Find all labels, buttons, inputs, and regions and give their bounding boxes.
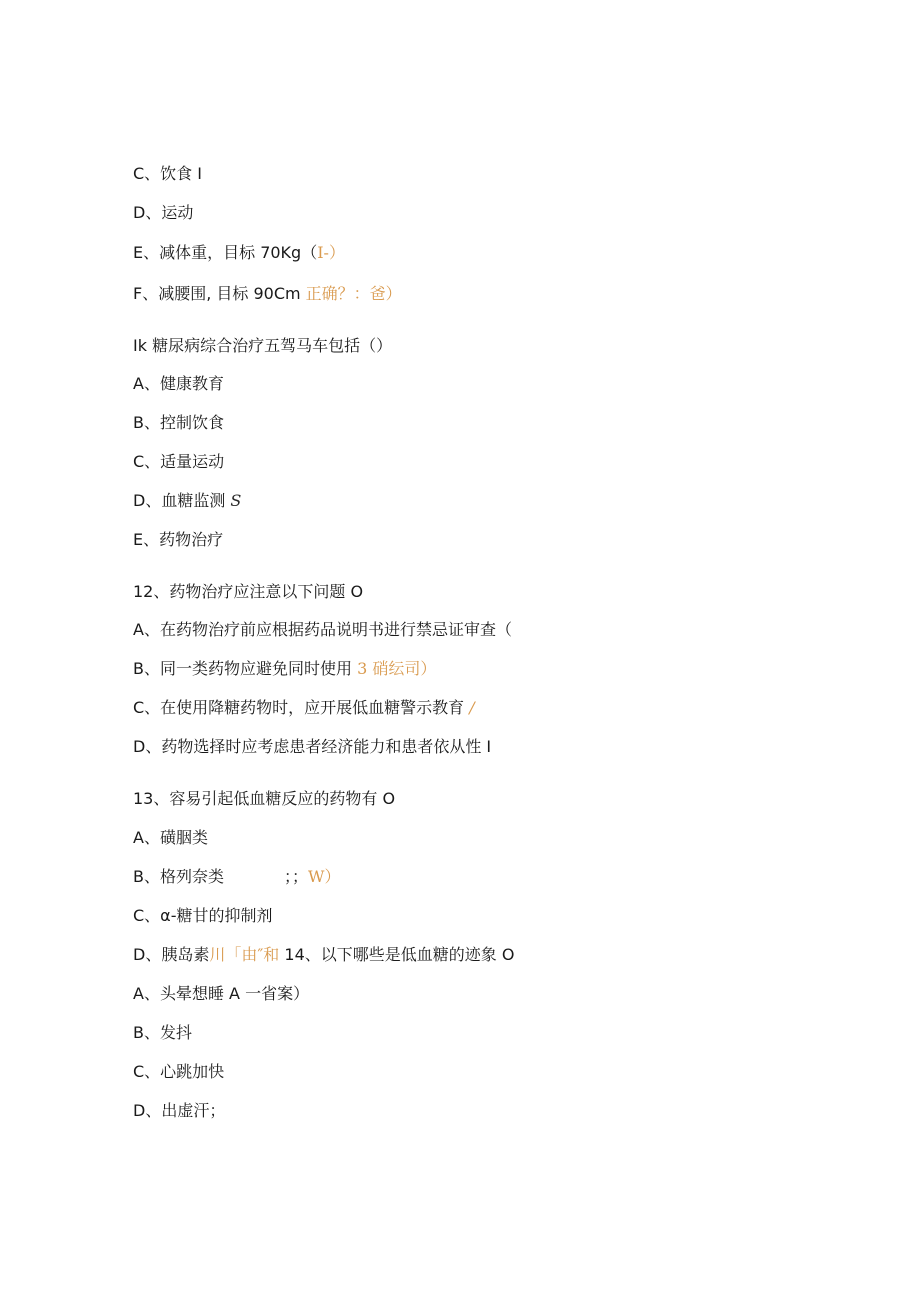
line-text: B、控制饮食	[133, 413, 224, 432]
option-line	[133, 373, 224, 395]
option-line	[133, 866, 340, 888]
line-text: C、适量运动	[133, 452, 225, 471]
question-line	[133, 335, 392, 357]
question-line	[133, 581, 363, 603]
question-text: 14、以下哪些是低血糖的迹象 O	[279, 945, 515, 964]
question-line	[133, 788, 395, 810]
annotation-mark: /	[469, 698, 475, 717]
line-text: E、减体重，目标 70Kg（	[133, 243, 318, 262]
option-line	[133, 202, 193, 224]
line-text-mid: ；；	[283, 867, 308, 886]
option-line	[133, 242, 345, 264]
annotation-mark: I-）	[317, 243, 345, 262]
line-text: A、磺胭类	[133, 828, 208, 847]
line-text: C、心跳加快	[133, 1062, 225, 1081]
option-line	[133, 163, 202, 185]
annotation-mark: W）	[308, 867, 341, 886]
option-line	[133, 983, 309, 1005]
line-text: B、同一类药物应避免同时使用	[133, 659, 358, 678]
option-line	[133, 490, 241, 512]
line-text: A、健康教育	[133, 374, 224, 393]
line-text: C、饮食 I	[133, 164, 202, 183]
line-text: B、发抖	[133, 1023, 192, 1042]
option-line	[133, 736, 491, 758]
line-text: B、格列奈类	[133, 867, 224, 886]
option-line	[133, 827, 208, 849]
option-line	[133, 1022, 192, 1044]
annotation-mark: 3 硝纭司）	[357, 659, 437, 678]
option-line	[133, 619, 512, 641]
question-text: 12、药物治疗应注意以下问题 O	[133, 582, 364, 601]
annotation-mark: S	[230, 491, 242, 510]
option-line	[133, 412, 224, 434]
option-line	[133, 658, 436, 680]
line-text: A、头晕想睡 A 一省案）	[133, 984, 310, 1003]
option-line	[133, 1100, 225, 1122]
option-line	[133, 905, 273, 927]
option-line	[133, 944, 514, 966]
line-text: D、运动	[133, 203, 194, 222]
line-text: D、胰岛素	[133, 945, 210, 964]
line-text: E、药物治疗	[133, 530, 224, 549]
option-line	[133, 529, 223, 551]
annotation-mark: 正确？：爸）	[305, 284, 402, 303]
line-text: A、在药物治疗前应根据药品说明书进行禁忌证审查（	[133, 620, 512, 639]
line-text: F、减腰围, 目标 90Cm	[133, 284, 306, 303]
annotation-mark: 川「由″和	[209, 945, 280, 964]
option-line	[133, 1061, 224, 1083]
line-text: D、药物选择时应考虑患者经济能力和患者依从性 I	[133, 737, 492, 756]
line-text: C、α-糖甘的抑制剂	[133, 906, 273, 925]
line-text: D、血糖监测	[133, 491, 231, 510]
line-text: C、在使用降糖药物时，应开展低血糖警示教育	[133, 698, 470, 717]
option-line	[133, 697, 475, 719]
question-text: Ik 糖尿病综合治疗五驾马车包括（）	[133, 336, 393, 355]
line-text: D、出虚汗；	[133, 1101, 226, 1120]
option-line	[133, 451, 224, 473]
option-line	[133, 283, 402, 305]
question-text: 13、容易引起低血糖反应的药物有 O	[133, 789, 396, 808]
